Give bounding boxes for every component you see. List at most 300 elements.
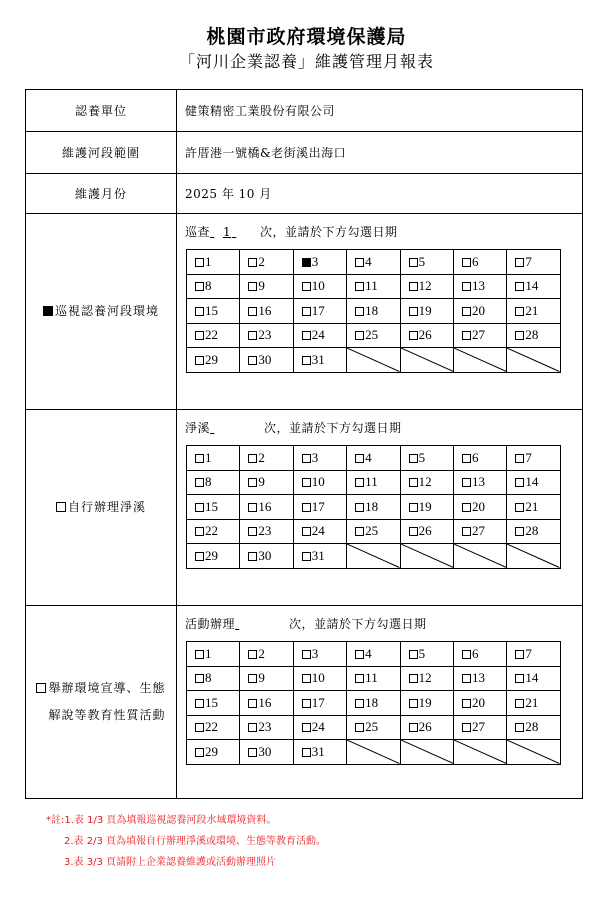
diagonal-strike — [401, 348, 453, 372]
date-cell-12[interactable] — [400, 470, 453, 495]
date-checkbox[interactable] — [302, 282, 311, 291]
note-2: 2.表 2/3 頁為填報自行辦理淨溪或環境、生態等教育活動。 — [64, 836, 326, 847]
date-checkbox[interactable] — [248, 307, 257, 316]
diagonal-strike — [347, 740, 399, 764]
date-checkbox[interactable] — [462, 650, 471, 659]
date-label: 12 — [418, 474, 432, 490]
date-cell-7[interactable] — [507, 446, 560, 471]
date-checkbox[interactable] — [195, 307, 204, 316]
diagonal-strike — [507, 544, 559, 568]
date-cell-3[interactable] — [293, 446, 346, 471]
date-cell-21[interactable] — [507, 299, 560, 324]
date-cell-9[interactable] — [240, 470, 293, 495]
date-label: 24 — [311, 523, 325, 539]
date-checkbox[interactable] — [302, 650, 311, 659]
date-checkbox[interactable] — [462, 307, 471, 316]
date-cell-17[interactable] — [293, 495, 346, 520]
date-label: 6 — [471, 645, 479, 661]
date-checkbox[interactable] — [302, 454, 311, 463]
date-cell-4[interactable] — [347, 250, 400, 275]
date-label: 9 — [258, 670, 265, 686]
date-cell-23[interactable] — [240, 715, 293, 740]
date-checkbox[interactable] — [302, 503, 311, 512]
date-cell-19[interactable] — [400, 495, 453, 520]
date-checkbox[interactable] — [302, 527, 311, 536]
date-row — [187, 250, 561, 275]
date-label: 3 — [311, 645, 319, 661]
date-checkbox[interactable] — [248, 503, 257, 512]
section-cleanup-checkbox[interactable] — [56, 502, 66, 512]
date-checkbox[interactable] — [409, 723, 418, 732]
date-cell-25[interactable] — [347, 323, 400, 348]
date-checkbox[interactable] — [302, 748, 311, 757]
date-label: 11 — [365, 474, 378, 490]
date-label: 20 — [471, 694, 485, 710]
month-row — [26, 174, 583, 214]
date-label: 22 — [205, 523, 218, 539]
date-label: 20 — [471, 302, 485, 318]
note-1: *註:1.表 1/3 頁為填報巡視認養河段水域環境資料。 — [46, 815, 277, 826]
date-label: 2 — [258, 253, 265, 269]
date-checkbox[interactable] — [409, 454, 418, 463]
date-label: 24 — [311, 719, 325, 735]
date-cell-16[interactable] — [240, 495, 293, 520]
section-education — [26, 606, 583, 799]
date-checkbox[interactable] — [515, 258, 524, 267]
footnotes — [46, 810, 326, 873]
date-label: 31 — [311, 351, 325, 367]
date-checkbox[interactable] — [462, 674, 471, 683]
date-checkbox[interactable] — [195, 723, 204, 732]
date-row — [187, 348, 561, 373]
date-cell-15[interactable] — [187, 691, 240, 716]
date-checkbox[interactable] — [355, 527, 364, 536]
date-cell-25[interactable] — [347, 715, 400, 740]
cleanup-count[interactable] — [210, 421, 264, 435]
date-row — [187, 544, 561, 569]
date-checkbox[interactable] — [195, 478, 204, 487]
education-count[interactable] — [235, 617, 289, 631]
date-label: 29 — [205, 743, 218, 759]
cleanup-instruction: 淨溪 次，並請於下方勾選日期 — [185, 421, 402, 435]
date-label: 2 — [258, 449, 265, 465]
date-label: 8 — [205, 474, 212, 490]
month-value: 2025 年 10 月 — [177, 174, 583, 214]
date-cell-16[interactable] — [240, 691, 293, 716]
date-checkbox[interactable] — [195, 503, 204, 512]
date-checkbox[interactable] — [302, 552, 311, 561]
date-checkbox[interactable] — [409, 282, 418, 291]
date-checkbox[interactable] — [515, 503, 524, 512]
date-cell-19[interactable] — [400, 691, 453, 716]
date-label: 14 — [525, 474, 539, 490]
date-cell-10[interactable] — [293, 470, 346, 495]
date-cell-29[interactable] — [187, 740, 240, 765]
date-checkbox[interactable] — [195, 527, 204, 536]
date-checkbox[interactable] — [195, 748, 204, 757]
date-cell-7[interactable] — [507, 642, 560, 667]
date-cell-30[interactable] — [240, 544, 293, 569]
date-label: 6 — [471, 449, 479, 465]
date-cell-13[interactable] — [453, 274, 506, 299]
date-checkbox[interactable] — [462, 699, 471, 708]
date-label: 14 — [525, 670, 539, 686]
date-cell-20[interactable] — [453, 495, 506, 520]
page-subtitle: 「河川企業認養」維護管理月報表 — [178, 52, 434, 71]
date-label: 30 — [258, 351, 272, 367]
date-checkbox[interactable] — [515, 478, 524, 487]
date-checkbox[interactable] — [409, 650, 418, 659]
date-cell-22[interactable] — [187, 715, 240, 740]
date-label: 27 — [471, 327, 485, 343]
date-label: 21 — [525, 498, 539, 514]
date-cell-31[interactable] — [293, 348, 346, 373]
date-row — [187, 323, 561, 348]
date-label: 25 — [365, 523, 379, 539]
date-checkbox[interactable] — [515, 454, 524, 463]
date-cell-1[interactable] — [187, 446, 240, 471]
date-checkbox[interactable] — [515, 723, 524, 732]
date-label: 18 — [365, 302, 379, 318]
date-checkbox[interactable] — [248, 356, 257, 365]
date-cell-8[interactable] — [187, 274, 240, 299]
date-label: 16 — [258, 498, 272, 514]
section-cleanup — [26, 410, 583, 606]
date-checkbox[interactable] — [248, 454, 257, 463]
date-label: 30 — [258, 743, 272, 759]
date-cell-14[interactable] — [507, 274, 560, 299]
date-cell-19[interactable] — [400, 299, 453, 324]
date-label: 7 — [525, 449, 532, 465]
date-label: 21 — [525, 302, 539, 318]
date-cell-3[interactable] — [293, 642, 346, 667]
date-cell-29[interactable] — [187, 348, 240, 373]
date-label: 17 — [311, 498, 325, 514]
date-checkbox[interactable] — [462, 723, 471, 732]
adopter-value: 健策精密工業股份有限公司 — [177, 90, 583, 132]
date-cell-5[interactable] — [400, 250, 453, 275]
date-checkbox[interactable] — [302, 331, 311, 340]
date-checkbox[interactable] — [515, 674, 524, 683]
date-cell-empty — [400, 740, 453, 765]
date-cell-15[interactable] — [187, 299, 240, 324]
date-label: 5 — [418, 253, 426, 269]
date-checkbox[interactable] — [195, 331, 204, 340]
date-cell-24[interactable] — [293, 715, 346, 740]
date-cell-empty — [507, 348, 560, 373]
date-checkbox[interactable] — [409, 503, 418, 512]
date-checkbox[interactable] — [409, 699, 418, 708]
date-cell-21[interactable] — [507, 691, 560, 716]
date-label: 15 — [205, 694, 218, 710]
date-cell-24[interactable] — [293, 323, 346, 348]
diagonal-strike — [401, 544, 453, 568]
date-row — [187, 299, 561, 324]
date-checkbox[interactable] — [248, 282, 257, 291]
date-checkbox[interactable] — [195, 674, 204, 683]
diagonal-strike — [454, 348, 506, 372]
date-cell-14[interactable] — [507, 470, 560, 495]
date-label: 3 — [311, 449, 319, 465]
date-checkbox[interactable] — [195, 552, 204, 561]
date-label: 26 — [418, 327, 432, 343]
date-cell-empty — [347, 544, 400, 569]
date-checkbox[interactable] — [409, 527, 418, 536]
date-cell-20[interactable] — [453, 299, 506, 324]
date-cell-8[interactable] — [187, 470, 240, 495]
date-cell-17[interactable] — [293, 691, 346, 716]
date-checkbox[interactable] — [462, 478, 471, 487]
date-row — [187, 274, 561, 299]
date-checkbox[interactable] — [248, 699, 257, 708]
date-checkbox[interactable] — [355, 503, 364, 512]
date-label: 23 — [258, 719, 272, 735]
date-cell-9[interactable] — [240, 274, 293, 299]
date-cell-27[interactable] — [453, 323, 506, 348]
date-cell-6[interactable] — [453, 642, 506, 667]
date-row — [187, 519, 561, 544]
date-label: 12 — [418, 670, 432, 686]
patrol-instruction: 巡查 1 次，並請於下方勾選日期 — [185, 225, 398, 239]
date-checkbox[interactable] — [462, 454, 471, 463]
date-label: 18 — [365, 694, 379, 710]
date-cell-28[interactable] — [507, 715, 560, 740]
date-cell-16[interactable] — [240, 299, 293, 324]
date-cell-13[interactable] — [453, 666, 506, 691]
date-checkbox[interactable] — [302, 258, 311, 267]
education-date-grid — [186, 641, 561, 765]
date-cell-8[interactable] — [187, 666, 240, 691]
date-checkbox[interactable] — [409, 478, 418, 487]
date-cell-31[interactable] — [293, 544, 346, 569]
date-cell-empty — [347, 348, 400, 373]
date-label: 9 — [258, 474, 265, 490]
date-label: 19 — [418, 694, 432, 710]
date-checkbox[interactable] — [409, 258, 418, 267]
date-label: 26 — [418, 523, 432, 539]
date-checkbox[interactable] — [248, 748, 257, 757]
section-education-checkbox[interactable] — [36, 683, 46, 693]
date-cell-5[interactable] — [400, 642, 453, 667]
date-checkbox[interactable] — [195, 282, 204, 291]
date-label: 1 — [205, 449, 212, 465]
date-label: 15 — [205, 302, 218, 318]
date-checkbox[interactable] — [302, 356, 311, 365]
date-row — [187, 642, 561, 667]
date-cell-2[interactable] — [240, 446, 293, 471]
section-patrol — [26, 214, 583, 410]
date-checkbox[interactable] — [355, 699, 364, 708]
date-label: 27 — [471, 719, 485, 735]
date-cell-18[interactable] — [347, 299, 400, 324]
date-cell-12[interactable] — [400, 274, 453, 299]
date-cell-27[interactable] — [453, 519, 506, 544]
date-row — [187, 740, 561, 765]
date-cell-12[interactable] — [400, 666, 453, 691]
date-checkbox[interactable] — [515, 331, 524, 340]
date-checkbox[interactable] — [462, 331, 471, 340]
section-cleanup-label: 自行辦理淨溪 — [26, 410, 177, 606]
date-checkbox[interactable] — [248, 258, 257, 267]
diagonal-strike — [507, 740, 559, 764]
date-label: 24 — [311, 327, 325, 343]
date-cell-30[interactable] — [240, 740, 293, 765]
date-checkbox[interactable] — [195, 356, 204, 365]
date-cell-1[interactable] — [187, 642, 240, 667]
date-cell-18[interactable] — [347, 691, 400, 716]
date-cell-7[interactable] — [507, 250, 560, 275]
diagonal-strike — [347, 348, 399, 372]
date-label: 13 — [471, 474, 485, 490]
report-table — [25, 89, 583, 799]
date-checkbox[interactable] — [355, 282, 364, 291]
date-cell-26[interactable] — [400, 715, 453, 740]
section-patrol-content — [177, 214, 583, 410]
date-cell-empty — [453, 740, 506, 765]
date-checkbox[interactable] — [409, 674, 418, 683]
section-education-label: 舉辦環境宣導、生態 解說等教育性質活動 — [26, 606, 177, 799]
date-label: 8 — [205, 278, 212, 294]
date-checkbox[interactable] — [462, 503, 471, 512]
date-cell-1[interactable] — [187, 250, 240, 275]
date-cell-11[interactable] — [347, 666, 400, 691]
date-checkbox[interactable] — [248, 674, 257, 683]
date-label: 2 — [258, 645, 265, 661]
date-cell-4[interactable] — [347, 642, 400, 667]
date-cell-13[interactable] — [453, 470, 506, 495]
date-cell-31[interactable] — [293, 740, 346, 765]
date-checkbox[interactable] — [515, 650, 524, 659]
date-checkbox[interactable] — [355, 307, 364, 316]
date-cell-24[interactable] — [293, 519, 346, 544]
date-label: 16 — [258, 302, 272, 318]
date-cell-5[interactable] — [400, 446, 453, 471]
date-cell-21[interactable] — [507, 495, 560, 520]
date-checkbox[interactable] — [409, 331, 418, 340]
date-cell-30[interactable] — [240, 348, 293, 373]
section-cleanup-content — [177, 410, 583, 606]
date-cell-2[interactable] — [240, 250, 293, 275]
section-patrol-label: 巡視認養河段環境 — [26, 214, 177, 410]
date-cell-3[interactable] — [293, 250, 346, 275]
date-checkbox[interactable] — [355, 650, 364, 659]
date-cell-11[interactable] — [347, 470, 400, 495]
date-cell-4[interactable] — [347, 446, 400, 471]
date-checkbox[interactable] — [462, 258, 471, 267]
date-cell-25[interactable] — [347, 519, 400, 544]
page-title: 桃園市政府環境保護局 — [206, 26, 407, 48]
date-checkbox[interactable] — [302, 674, 311, 683]
date-label: 7 — [525, 253, 532, 269]
date-label: 1 — [205, 645, 212, 661]
date-checkbox[interactable] — [302, 723, 311, 732]
range-value: 許厝港一號橋&老街溪出海口 — [177, 132, 583, 174]
date-checkbox[interactable] — [515, 307, 524, 316]
date-cell-17[interactable] — [293, 299, 346, 324]
date-checkbox[interactable] — [195, 650, 204, 659]
date-checkbox[interactable] — [302, 307, 311, 316]
date-cell-28[interactable] — [507, 519, 560, 544]
date-cell-20[interactable] — [453, 691, 506, 716]
date-label: 3 — [311, 253, 319, 269]
date-cell-6[interactable] — [453, 446, 506, 471]
date-checkbox[interactable] — [355, 258, 364, 267]
date-cell-10[interactable] — [293, 274, 346, 299]
date-label: 1 — [205, 253, 212, 269]
date-cell-23[interactable] — [240, 323, 293, 348]
note-3: 3.表 3/3 頁請附上企業認養維護或活動辦理照片 — [64, 857, 276, 868]
date-cell-2[interactable] — [240, 642, 293, 667]
date-label: 13 — [471, 278, 485, 294]
date-cell-empty — [453, 348, 506, 373]
date-checkbox[interactable] — [355, 478, 364, 487]
date-checkbox[interactable] — [515, 527, 524, 536]
date-label: 25 — [365, 327, 379, 343]
date-label: 8 — [205, 670, 212, 686]
date-checkbox[interactable] — [248, 478, 257, 487]
date-cell-28[interactable] — [507, 323, 560, 348]
date-cell-27[interactable] — [453, 715, 506, 740]
date-label: 23 — [258, 327, 272, 343]
date-checkbox[interactable] — [462, 527, 471, 536]
date-cell-15[interactable] — [187, 495, 240, 520]
diagonal-strike — [507, 348, 559, 372]
date-cell-9[interactable] — [240, 666, 293, 691]
date-checkbox[interactable] — [409, 307, 418, 316]
date-checkbox[interactable] — [355, 723, 364, 732]
date-checkbox[interactable] — [355, 331, 364, 340]
date-cell-18[interactable] — [347, 495, 400, 520]
date-label: 28 — [525, 523, 539, 539]
date-cell-22[interactable] — [187, 519, 240, 544]
date-checkbox[interactable] — [515, 699, 524, 708]
date-checkbox[interactable] — [195, 454, 204, 463]
section-patrol-checkbox[interactable] — [43, 306, 53, 316]
range-row — [26, 132, 583, 174]
date-cell-26[interactable] — [400, 519, 453, 544]
date-checkbox[interactable] — [355, 674, 364, 683]
date-row — [187, 666, 561, 691]
date-checkbox[interactable] — [302, 699, 311, 708]
patrol-count[interactable]: 1 — [222, 225, 232, 239]
date-cell-10[interactable] — [293, 666, 346, 691]
date-cell-14[interactable] — [507, 666, 560, 691]
date-checkbox[interactable] — [195, 699, 204, 708]
date-cell-26[interactable] — [400, 323, 453, 348]
date-label: 25 — [365, 719, 379, 735]
date-checkbox[interactable] — [248, 650, 257, 659]
date-cell-6[interactable] — [453, 250, 506, 275]
date-row — [187, 446, 561, 471]
date-checkbox[interactable] — [355, 454, 364, 463]
date-checkbox[interactable] — [515, 282, 524, 291]
date-checkbox[interactable] — [248, 552, 257, 561]
date-cell-empty — [400, 544, 453, 569]
date-cell-23[interactable] — [240, 519, 293, 544]
date-cell-29[interactable] — [187, 544, 240, 569]
date-cell-empty — [507, 740, 560, 765]
date-checkbox[interactable] — [248, 723, 257, 732]
date-checkbox[interactable] — [248, 331, 257, 340]
date-checkbox[interactable] — [195, 258, 204, 267]
date-cell-11[interactable] — [347, 274, 400, 299]
date-checkbox[interactable] — [302, 478, 311, 487]
date-cell-22[interactable] — [187, 323, 240, 348]
date-label: 6 — [471, 253, 479, 269]
date-checkbox[interactable] — [462, 282, 471, 291]
date-checkbox[interactable] — [248, 527, 257, 536]
date-label: 19 — [418, 498, 432, 514]
